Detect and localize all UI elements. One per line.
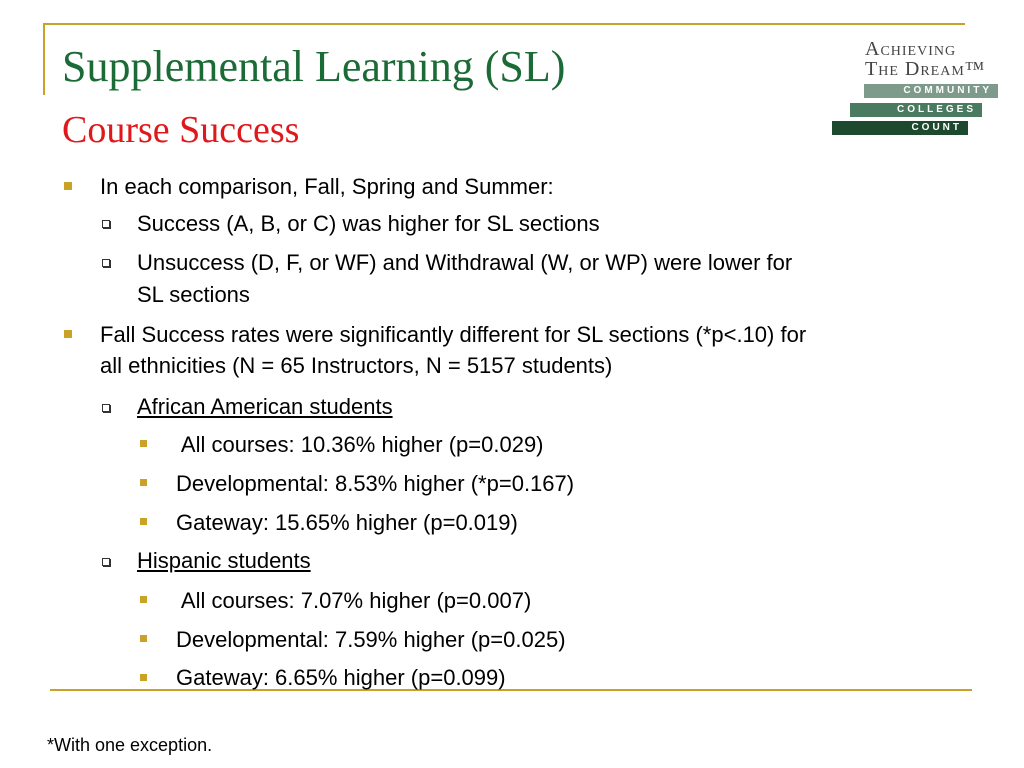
square-bullet-icon <box>64 330 72 338</box>
square-bullet-icon <box>140 635 147 642</box>
bullet-fall-success-1: Fall Success rates were significantly different for SL sections (*p<.10) for <box>100 322 807 347</box>
aa-all-courses: All courses: 10.36% higher (p=0.029) <box>176 432 544 457</box>
bullet-unsuccess-lower-1: Unsuccess (D, F, or WF) and Withdrawal (W, or WP) were lower for <box>137 250 793 275</box>
hs-developmental: Developmental: 7.59% higher (p=0.025) <box>176 627 566 652</box>
square-bullet-icon <box>64 182 72 190</box>
bullet-comparison: In each comparison, Fall, Spring and Summer: <box>100 174 554 199</box>
aa-gateway: Gateway: 15.65% higher (p=0.019) <box>176 510 518 535</box>
hs-all-courses: All courses: 7.07% higher (p=0.007) <box>176 588 532 613</box>
logo-line-1: Achieving <box>865 38 957 60</box>
square-bullet-icon <box>140 674 147 681</box>
top-rule <box>43 23 965 25</box>
footnote: *With one exception. <box>47 735 213 755</box>
slide-subtitle: Course Success <box>62 109 300 151</box>
hispanic-heading: Hispanic students <box>137 548 311 573</box>
achieving-the-dream-logo <box>832 36 1004 138</box>
hollow-square-bullet-icon <box>102 259 110 267</box>
logo-bar-community: COMMUNITY <box>864 84 998 98</box>
slide-title: Supplemental Learning (SL) <box>62 42 566 91</box>
left-rule <box>43 23 45 95</box>
bullet-unsuccess-lower-2: SL sections <box>137 282 250 307</box>
square-bullet-icon <box>140 440 147 447</box>
square-bullet-icon <box>140 596 147 603</box>
logo-bar-count: COUNT <box>832 121 968 135</box>
hollow-square-bullet-icon <box>102 558 110 566</box>
logo-line-2: The Dream™ <box>865 58 986 80</box>
square-bullet-icon <box>140 479 147 486</box>
african-american-heading: African American students <box>137 394 393 419</box>
square-bullet-icon <box>140 518 147 525</box>
bullet-success-higher: Success (A, B, or C) was higher for SL sections <box>137 211 600 236</box>
aa-developmental: Developmental: 8.53% higher (*p=0.167) <box>176 471 575 496</box>
hollow-square-bullet-icon <box>102 220 110 228</box>
bullet-fall-success-2: all ethnicities (N = 65 Instructors, N = 5157 students) <box>100 353 613 378</box>
hollow-square-bullet-icon <box>102 404 110 412</box>
logo-bar-colleges: COLLEGES <box>850 103 982 117</box>
hs-gateway: Gateway: 6.65% higher (p=0.099) <box>176 665 506 690</box>
